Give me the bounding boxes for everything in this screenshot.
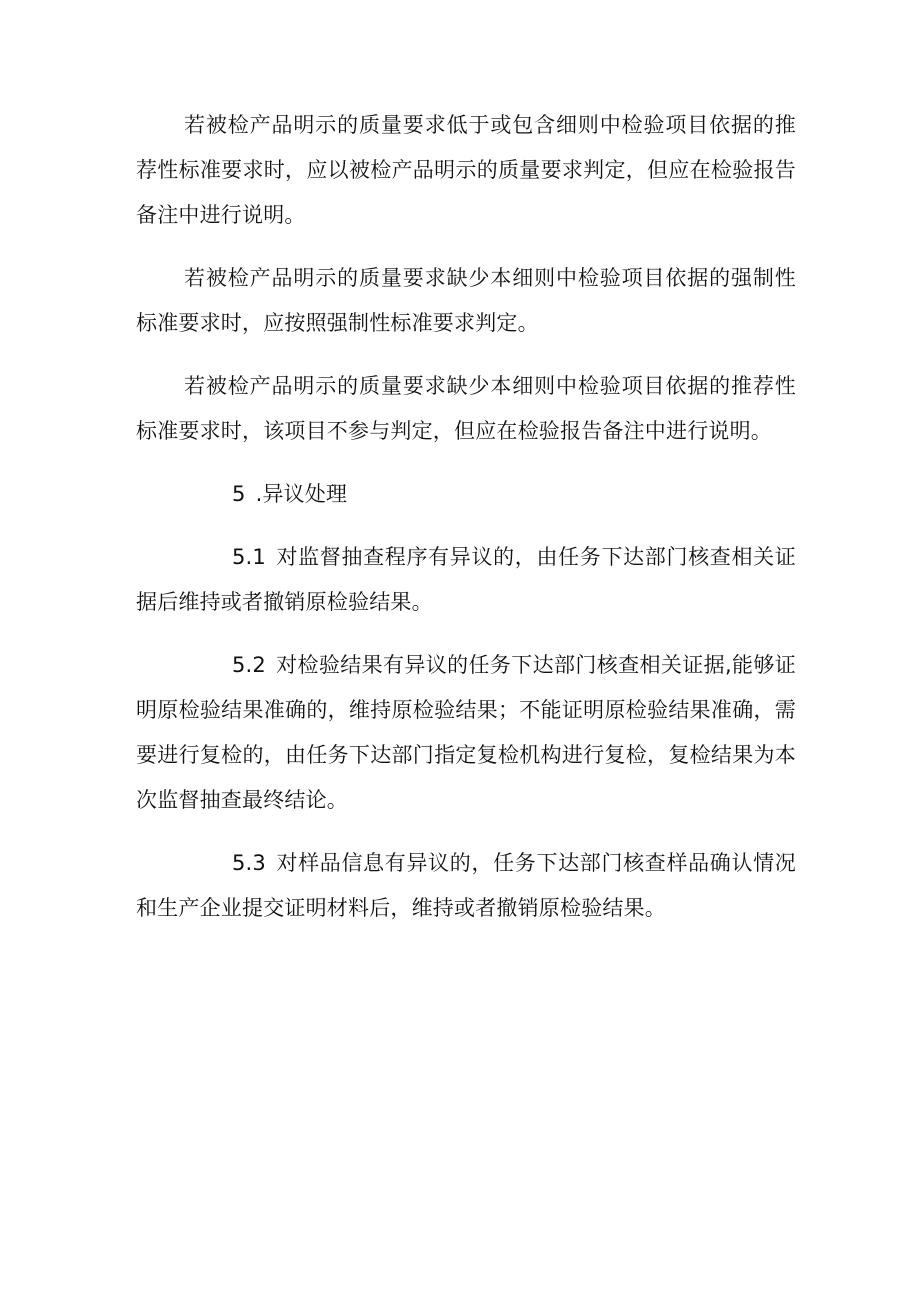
paragraph-recommended-standard: [136, 103, 796, 238]
section-heading-objection-handling: [136, 472, 796, 517]
paragraph-missing-recommended-standard: [136, 364, 796, 454]
paragraph-5-2: [136, 643, 796, 823]
clause-text: 对监督抽查程序有异议的，由任务下达部门核查相关证据后维持或者撤销原检验结果。: [136, 545, 796, 614]
clause-number: 5.2: [232, 653, 266, 677]
paragraph-text: 若被检产品明示的质量要求缺少本细则中检验项目依据的推荐性标准要求时，该项目不参与判定，但应在检验报告备注中进行说明。: [136, 374, 796, 443]
document-body: [136, 103, 796, 949]
section-title: .异议处理: [255, 482, 348, 506]
paragraph-mandatory-standard: [136, 256, 796, 346]
paragraph-text: 若被检产品明示的质量要求低于或包含细则中检验项目依据的推荐性标准要求时，应以被检产品明示的质量要求判定，但应在检验报告备注中进行说明。: [136, 113, 796, 227]
paragraph-5-3: [136, 841, 796, 931]
section-number: 5: [232, 482, 246, 506]
clause-number: 5.3: [232, 851, 266, 875]
paragraph-text: 若被检产品明示的质量要求缺少本细则中检验项目依据的强制性标准要求时，应按照强制性标准要求判定。: [136, 266, 796, 335]
clause-number: 5.1: [232, 545, 266, 569]
paragraph-5-1: [136, 535, 796, 625]
clause-text: 对检验结果有异议的任务下达部门核查相关证据,能够证明原检验结果准确的，维持原检验结果；不能证明原检验结果准确，需要进行复检的，由任务下达部门指定复检机构进行复检，复检结果为本次监督抽查最终结论。: [136, 653, 796, 812]
clause-text: 对样品信息有异议的，任务下达部门核查样品确认情况和生产企业提交证明材料后，维持或者撤销原检验结果。: [136, 851, 796, 920]
